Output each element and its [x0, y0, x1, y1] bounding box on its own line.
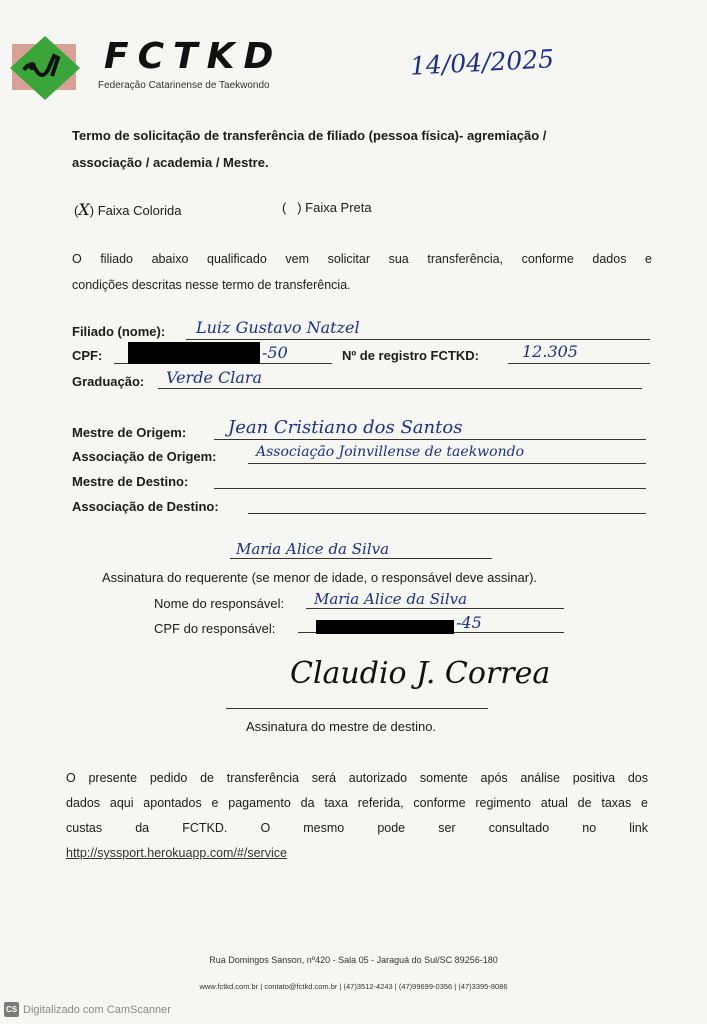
dest-master-label: Mestre de Destino: [72, 474, 189, 489]
guardian-cpf-suffix[interactable]: -45 [456, 613, 482, 632]
origin-master-label: Mestre de Origem: [72, 425, 187, 440]
master-caption: Assinatura do mestre de destino. [246, 719, 437, 734]
affiliate-value[interactable]: Luiz Gustavo Natzel [196, 318, 360, 337]
cpf-suffix[interactable]: -50 [262, 343, 288, 362]
camscanner-icon: CS [4, 1002, 19, 1017]
note-line-3: custas da FCTKD. O mesmo pode ser consultado no link [66, 821, 648, 835]
option-label-black: Faixa Preta [305, 200, 372, 215]
intro-paragraph [72, 246, 652, 298]
note-line-1: O presente pedido de transferência será autorizado somente após análise positiva dos [66, 771, 648, 785]
intro-line-2: condições descritas nesse termo de transferência. [72, 278, 351, 292]
footer-address: Rua Domingos Sanson, nº420 - Sala 05 - Jaraguá do Sul/SC 89256-180 [209, 955, 498, 965]
note-line-2: dados aqui apontados e pagamento da taxa referida, conforme regimento atual de taxas e [66, 796, 648, 810]
document-title [72, 122, 662, 176]
checkbox-close: ) [89, 203, 95, 218]
title-line-2: associação / academia / Mestre. [72, 155, 269, 170]
requester-signature-line [230, 558, 492, 559]
checkbox-open: ( [74, 203, 79, 218]
registration-label: Nº de registro FCTKD: [342, 348, 479, 363]
graduation-line [158, 388, 642, 389]
handwritten-date: 14/04/2025 [409, 44, 555, 81]
authorization-note [66, 766, 648, 866]
graduation-label: Graduação: [72, 374, 145, 389]
origin-assoc-value[interactable]: Associação Joinvillense de taekwondo [256, 444, 524, 460]
guardian-cpf-label: CPF do responsável: [154, 621, 276, 636]
cpf-redaction [128, 342, 260, 364]
cpf-label: CPF: [72, 348, 103, 363]
intro-line-1: O filiado abaixo qualificado vem solicitar sua transferência, conforme dados e [72, 252, 652, 266]
origin-master-line [214, 439, 646, 440]
requester-caption: Assinatura do requerente (se menor de idade, o responsável deve assinar). [102, 570, 538, 585]
origin-assoc-label: Associação de Origem: [72, 449, 217, 464]
option-colored-belt[interactable] [74, 200, 182, 219]
fctkd-logo [10, 36, 80, 100]
affiliate-label: Filiado (nome): [72, 324, 166, 339]
master-signature-line [226, 708, 488, 709]
camscanner-text: Digitalizado com CamScanner [23, 1003, 171, 1016]
origin-master-value[interactable]: Jean Cristiano dos Santos [228, 417, 463, 438]
guardian-name-line [306, 608, 564, 609]
guardian-cpf-redaction [316, 620, 454, 634]
graduation-value[interactable]: Verde Clara [166, 368, 263, 387]
master-signature: Claudio J. Correa [290, 656, 551, 691]
checkbox-close: ) [297, 200, 302, 215]
camscanner-watermark [4, 1002, 171, 1017]
origin-assoc-line [248, 463, 646, 464]
registration-line [508, 363, 650, 364]
guardian-name-value[interactable]: Maria Alice da Silva [314, 590, 468, 608]
title-line-1: Termo de solicitação de transferência de filiado (pessoa física)- agremiação / [72, 128, 547, 143]
affiliate-line [186, 339, 650, 340]
dest-assoc-line[interactable] [248, 513, 646, 514]
dest-assoc-label: Associação de Destino: [72, 499, 219, 514]
registration-value[interactable]: 12.305 [522, 342, 578, 361]
checkbox-mark: X [78, 200, 90, 219]
option-label-colored: Faixa Colorida [97, 203, 182, 218]
requester-signature: Maria Alice da Silva [236, 540, 390, 558]
dest-master-line[interactable] [214, 488, 646, 489]
option-black-belt[interactable] [282, 200, 372, 215]
logo-subtitle: Federação Catarinense de Taekwondo [98, 80, 270, 91]
footer-contacts: www.fctkd.com.br | contato@fctkd.com.br | (47)3512-4243 | (47)99699-0356 | (47)3395-8086 [199, 982, 508, 991]
checkbox-open: ( [282, 200, 287, 215]
guardian-name-label: Nome do responsável: [154, 596, 285, 611]
logo-title: FCTKD [104, 36, 283, 77]
service-link[interactable]: http://syssport.herokuapp.com/#/service [66, 846, 287, 860]
